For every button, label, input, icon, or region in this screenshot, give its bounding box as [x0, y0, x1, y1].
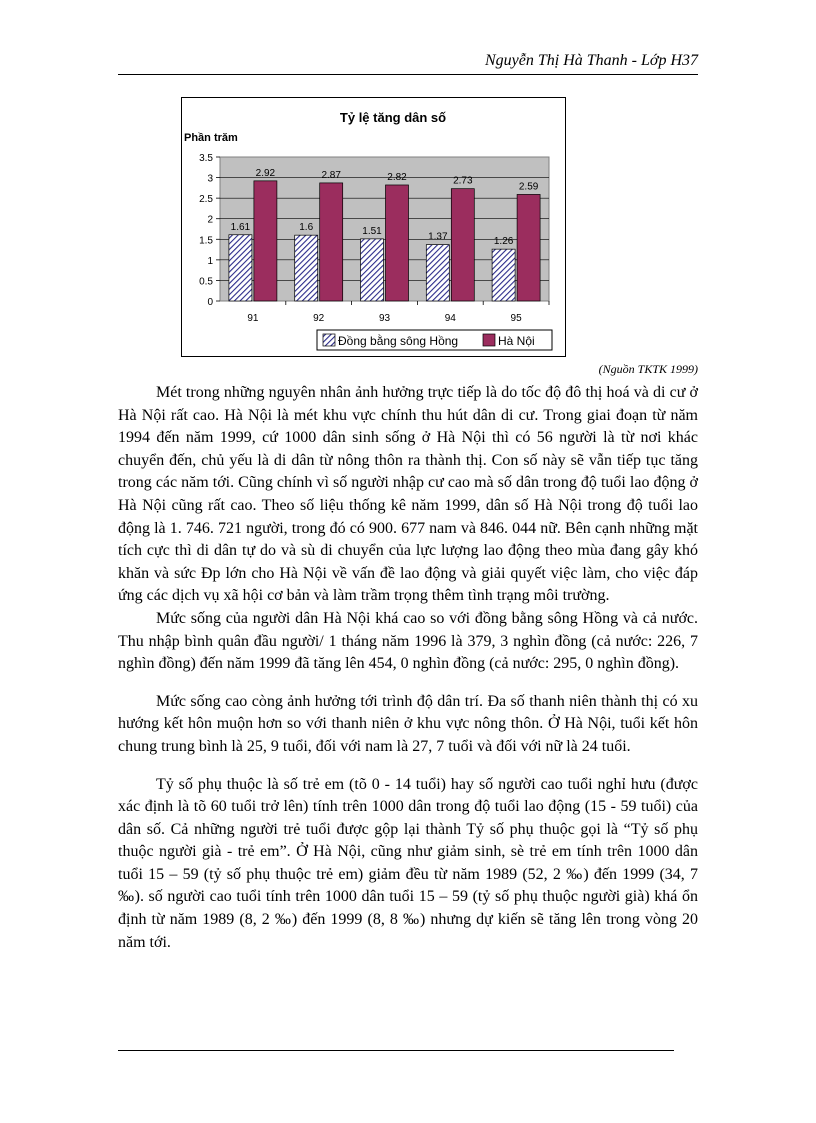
bar-red-river-delta	[492, 249, 515, 301]
y-tick-label: 3	[207, 173, 213, 185]
chart-container	[181, 97, 566, 357]
header-text: Nguyễn Thị Hà Thanh - Lớp H37	[485, 52, 698, 69]
bar-red-river-delta	[426, 245, 449, 301]
data-label: 1.51	[362, 225, 382, 237]
y-tick-label: 0.5	[199, 276, 213, 288]
footer-rule	[118, 1050, 674, 1051]
legend-swatch-ha-noi	[483, 334, 495, 346]
page-header	[118, 52, 698, 75]
data-label: 1.6	[299, 222, 314, 234]
body-text	[118, 382, 698, 954]
data-label: 1.37	[428, 231, 448, 243]
bar-ha-noi	[386, 185, 409, 301]
data-label: 2.73	[453, 175, 473, 187]
y-tick-label: 1.5	[199, 235, 213, 247]
bar-red-river-delta	[361, 239, 384, 301]
legend-swatch-red-river-delta	[323, 334, 335, 346]
bar-red-river-delta	[295, 235, 318, 301]
paragraph: Mức sống của người dân Hà Nội khá cao so với đồng bằng sông Hồng và cả nước. Thu nhập bình quân đầu người/ 1 tháng năm 1996 là 379, 3 nghìn đồng (cả nước: 226, 7 nghìn đồng) đến năm 1999 đã tăng lên 454, 0 nghìn đồng (cả nước: 295, 0 nghìn đồng).	[118, 609, 698, 673]
data-label: 2.87	[321, 169, 341, 181]
x-tick-label: 94	[444, 313, 456, 324]
population-growth-chart	[182, 98, 565, 356]
y-axis-label: Phần trăm	[184, 132, 238, 144]
source-note: (Nguồn TKTK 1999)	[598, 362, 698, 376]
y-tick-label: 0	[207, 297, 213, 308]
data-label: 2.92	[255, 167, 276, 179]
legend-label-red-river-delta: Đồng bằng sông Hồng	[338, 334, 459, 348]
y-tick-label: 2.5	[199, 194, 213, 206]
y-tick-label: 2	[207, 214, 213, 226]
x-tick-label: 95	[510, 313, 522, 324]
legend-label-ha-noi: Hà Nội	[498, 334, 535, 348]
data-label: 2.82	[387, 171, 407, 183]
paragraph: Mét trong những nguyên nhân ảnh hưởng trực tiếp là do tốc độ đô thị hoá và di cư ở Hà Nội rất cao. Hà Nội là mét khu vực chính thu hút dân di cư. Trong giai đoạn từ năm 1994 đến năm 1999, cứ 1000 dân sinh sống ở Hà Nội thì có 56 người là từ nơi khác chuyển đến, chủ yếu là di dân từ nông thôn ra thành thị. Con số này sẽ vẫn tiếp tục tăng trong các năm tới. Cũng chính vì số người nhập cư cao mà số dân trong độ tuổi lao động ở Hà Nội cũng rất cao. Theo số liệu thống kê năm 1999, dân số Hà Nội trong độ tuổi lao động là 1. 746. 721 người, trong đó có 900. 677 nam và 846. 044 nữ. Bên cạnh những mặt tích cực thì di dân tự do và sù di chuyển của lực lượng lao động theo mùa đang gây khó khăn và sức Ðp lớn cho Hà Nội về vấn đề lao động và giải quyết việc làm, cho việc đáp ứng các dịch vụ xã hội cơ bản và làm trầm trọng thêm tình trạng môi trường.	[118, 384, 698, 605]
paragraph: Mức sống cao còng ảnh hưởng tới trình độ dân trí. Đa số thanh niên thành thị có xu hướng kết hôn muộn hơn so với thanh niên ở khu vực nông thôn. Ở Hà Nội, tuổi kết hôn chung trung bình là 25, 9 tuổi, đối với nam là 27, 7 tuổi và đối với nữ là 24 tuổi.	[118, 692, 698, 755]
bar-ha-noi	[320, 183, 343, 301]
chart-title: Tỷ lệ tăng dân số	[339, 110, 447, 125]
data-label: 2.59	[518, 181, 539, 193]
x-tick-label: 91	[247, 313, 259, 324]
x-tick-label: 92	[313, 313, 325, 324]
data-label: 1.26	[493, 236, 514, 248]
x-tick-label: 93	[378, 313, 391, 324]
legend	[317, 330, 552, 350]
bar-ha-noi	[517, 194, 540, 301]
bar-red-river-delta	[229, 235, 252, 301]
bar-ha-noi	[254, 181, 277, 301]
y-tick-label: 3.5	[199, 153, 213, 164]
y-tick-label: 1	[207, 255, 213, 267]
paragraph: Tỷ số phụ thuộc là số trẻ em (tõ 0 - 14 tuổi) hay số người cao tuổi nghỉ hưu (được xác định là tõ 60 tuổi trở lên) tính trên 1000 dân trong độ tuổi lao động (15 - 59 tuổi) của dân số. Cả những người trẻ tuổi được gộp lại thành Tỷ số phụ thuộc gọi là “Tỷ số phụ thuộc người già - trẻ em”. Ở Hà Nội, cũng như giảm sinh, sè trẻ em tính trên 1000 dân tuổi 15 – 59 (tỷ số phụ thuộc trẻ em) giảm đều từ năm 1989 (52, 2 ‰) đến 1999 (34, 7 ‰). số người cao tuổi tính trên 1000 dân tuổi 15 – 59 (tỷ số phụ thuộc người già) khá ổn định từ năm 1989 (8, 2 ‰) đến 1999 (8, 8 ‰) nhưng dự kiến sẽ tăng lên trong vòng 20 năm tới.	[118, 775, 698, 951]
bar-ha-noi	[451, 189, 474, 301]
data-label: 1.61	[230, 221, 251, 233]
